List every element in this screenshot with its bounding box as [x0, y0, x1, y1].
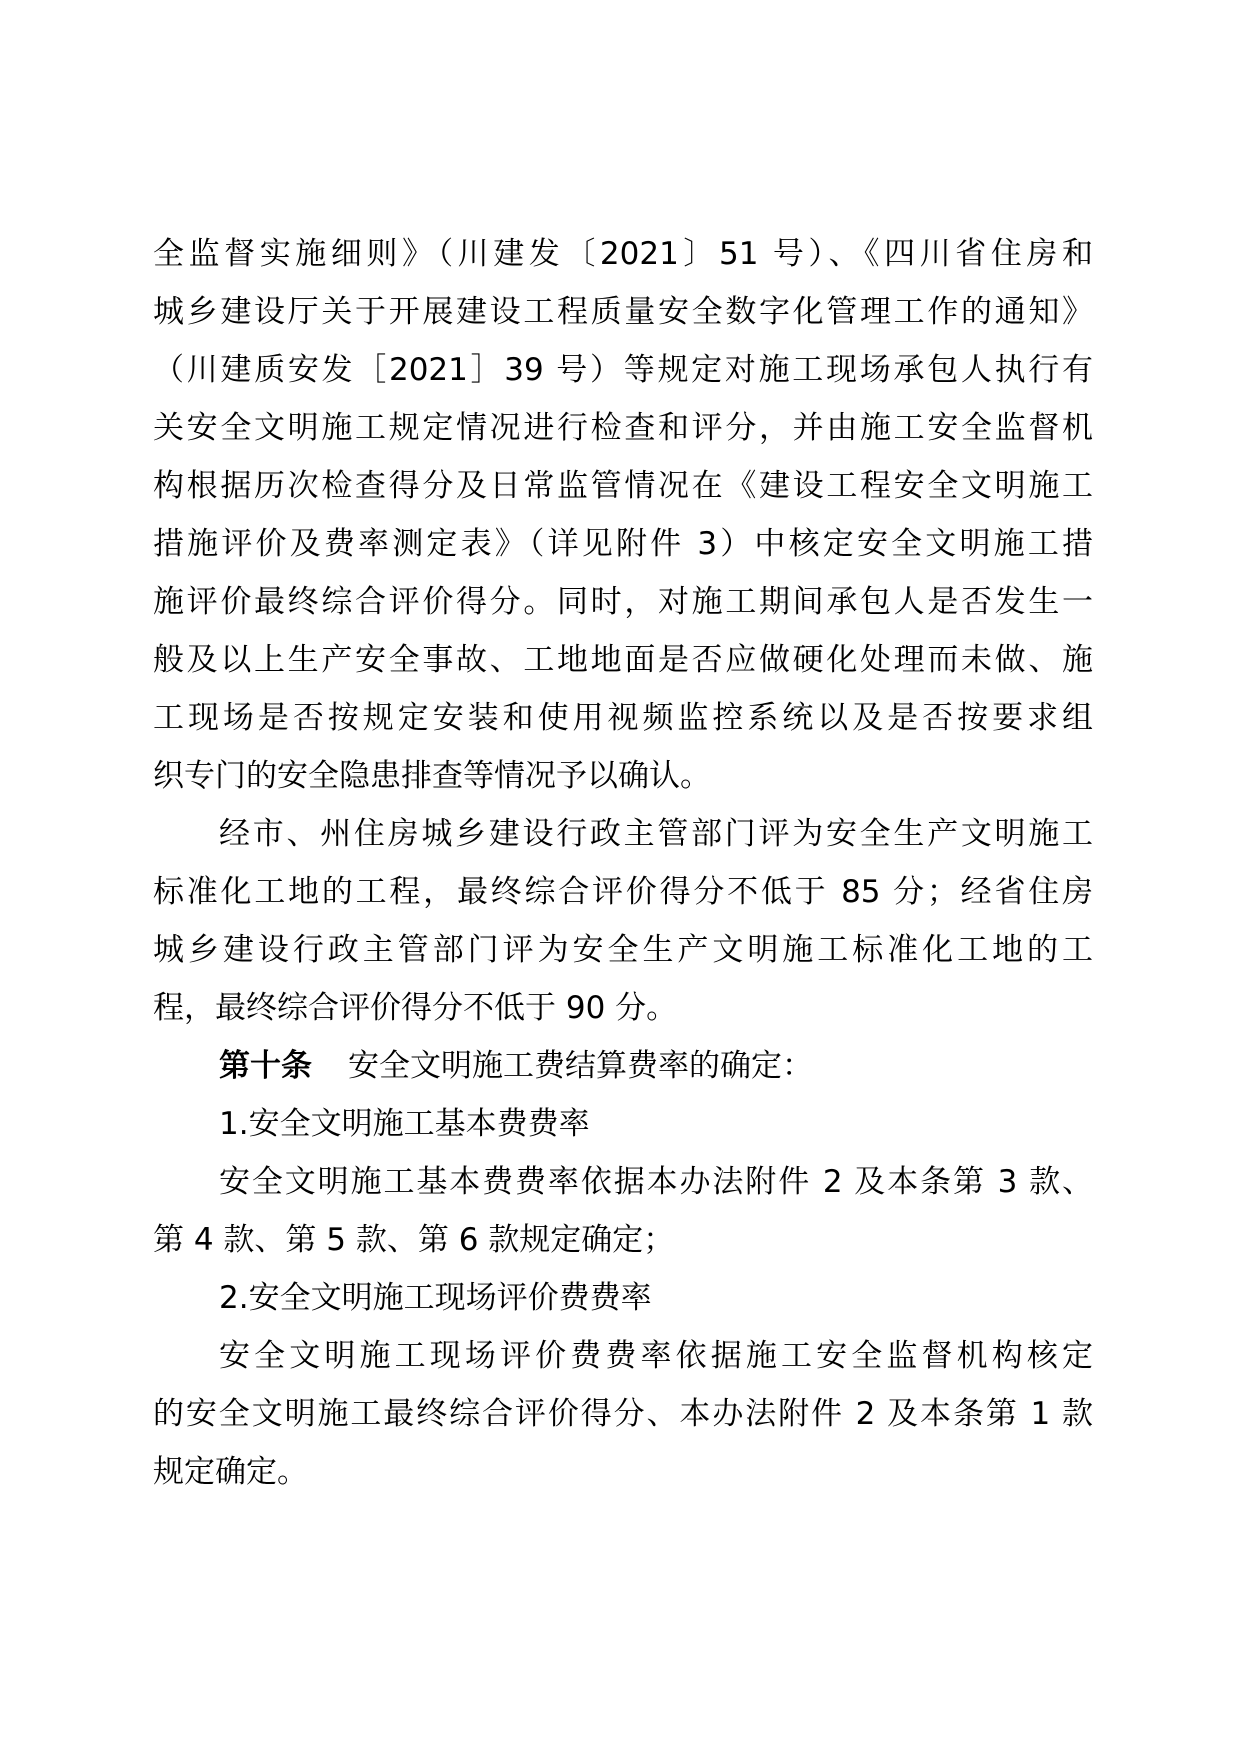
text-line: 规定确定。	[153, 1454, 308, 1490]
text-line: 的安全文明施工最终综合评价得分、本办法附件 2 及本条第 1 款	[153, 1396, 1093, 1432]
text-line: 织专门的安全隐患排查等情况予以确认。	[153, 758, 711, 794]
text-line: 工现场是否按规定安装和使用视频监控系统以及是否按要求组	[153, 700, 1093, 736]
article-line	[153, 1037, 1093, 1095]
text-line: 城乡建设厅关于开展建设工程质量安全数字化管理工作的通知》	[153, 294, 1093, 330]
paragraph-1	[153, 225, 1093, 805]
document-body	[153, 225, 1093, 1501]
article-heading: 第十条	[219, 1048, 312, 1084]
item-1	[153, 1095, 1093, 1269]
text-line: 城乡建设行政主管部门评为安全生产文明施工标准化工地的工	[153, 932, 1093, 968]
text-line: 安全文明施工基本费费率依据本办法附件 2 及本条第 3 款、	[219, 1164, 1093, 1200]
text-line: 般及以上生产安全事故、工地地面是否应做硬化处理而未做、施	[153, 642, 1093, 678]
text-line: 措施评价及费率测定表》（详见附件 3）中核定安全文明施工措	[153, 526, 1093, 562]
text-line: 关安全文明施工规定情况进行检查和评分，并由施工安全监督机	[153, 410, 1093, 446]
text-line: 全监督实施细则》（川建发〔2021〕51 号）、《四川省住房和	[153, 236, 1093, 272]
text-line: 经市、州住房城乡建设行政主管部门评为安全生产文明施工	[219, 816, 1093, 852]
text-line: 程，最终综合评价得分不低于 90 分。	[153, 990, 678, 1026]
item-title: 1.安全文明施工基本费费率	[219, 1106, 590, 1142]
item-2	[153, 1269, 1093, 1501]
item-title: 2.安全文明施工现场评价费费率	[219, 1280, 652, 1316]
article-10	[153, 1037, 1093, 1095]
text-line: （川建质安发［2021］39 号）等规定对施工现场承包人执行有	[153, 352, 1093, 388]
text-line: 安全文明施工现场评价费费率依据施工安全监督机构核定	[219, 1338, 1093, 1374]
article-text: 安全文明施工费结算费率的确定：	[348, 1048, 813, 1084]
text-line: 第 4 款、第 5 款、第 6 款规定确定；	[153, 1222, 675, 1258]
text-line: 构根据历次检查得分及日常监管情况在《建设工程安全文明施工	[153, 468, 1093, 504]
text-line: 标准化工地的工程，最终综合评价得分不低于 85 分；经省住房	[153, 874, 1093, 910]
text-line: 施评价最终综合评价得分。同时，对施工期间承包人是否发生一	[153, 584, 1093, 620]
paragraph-2	[153, 805, 1093, 1037]
